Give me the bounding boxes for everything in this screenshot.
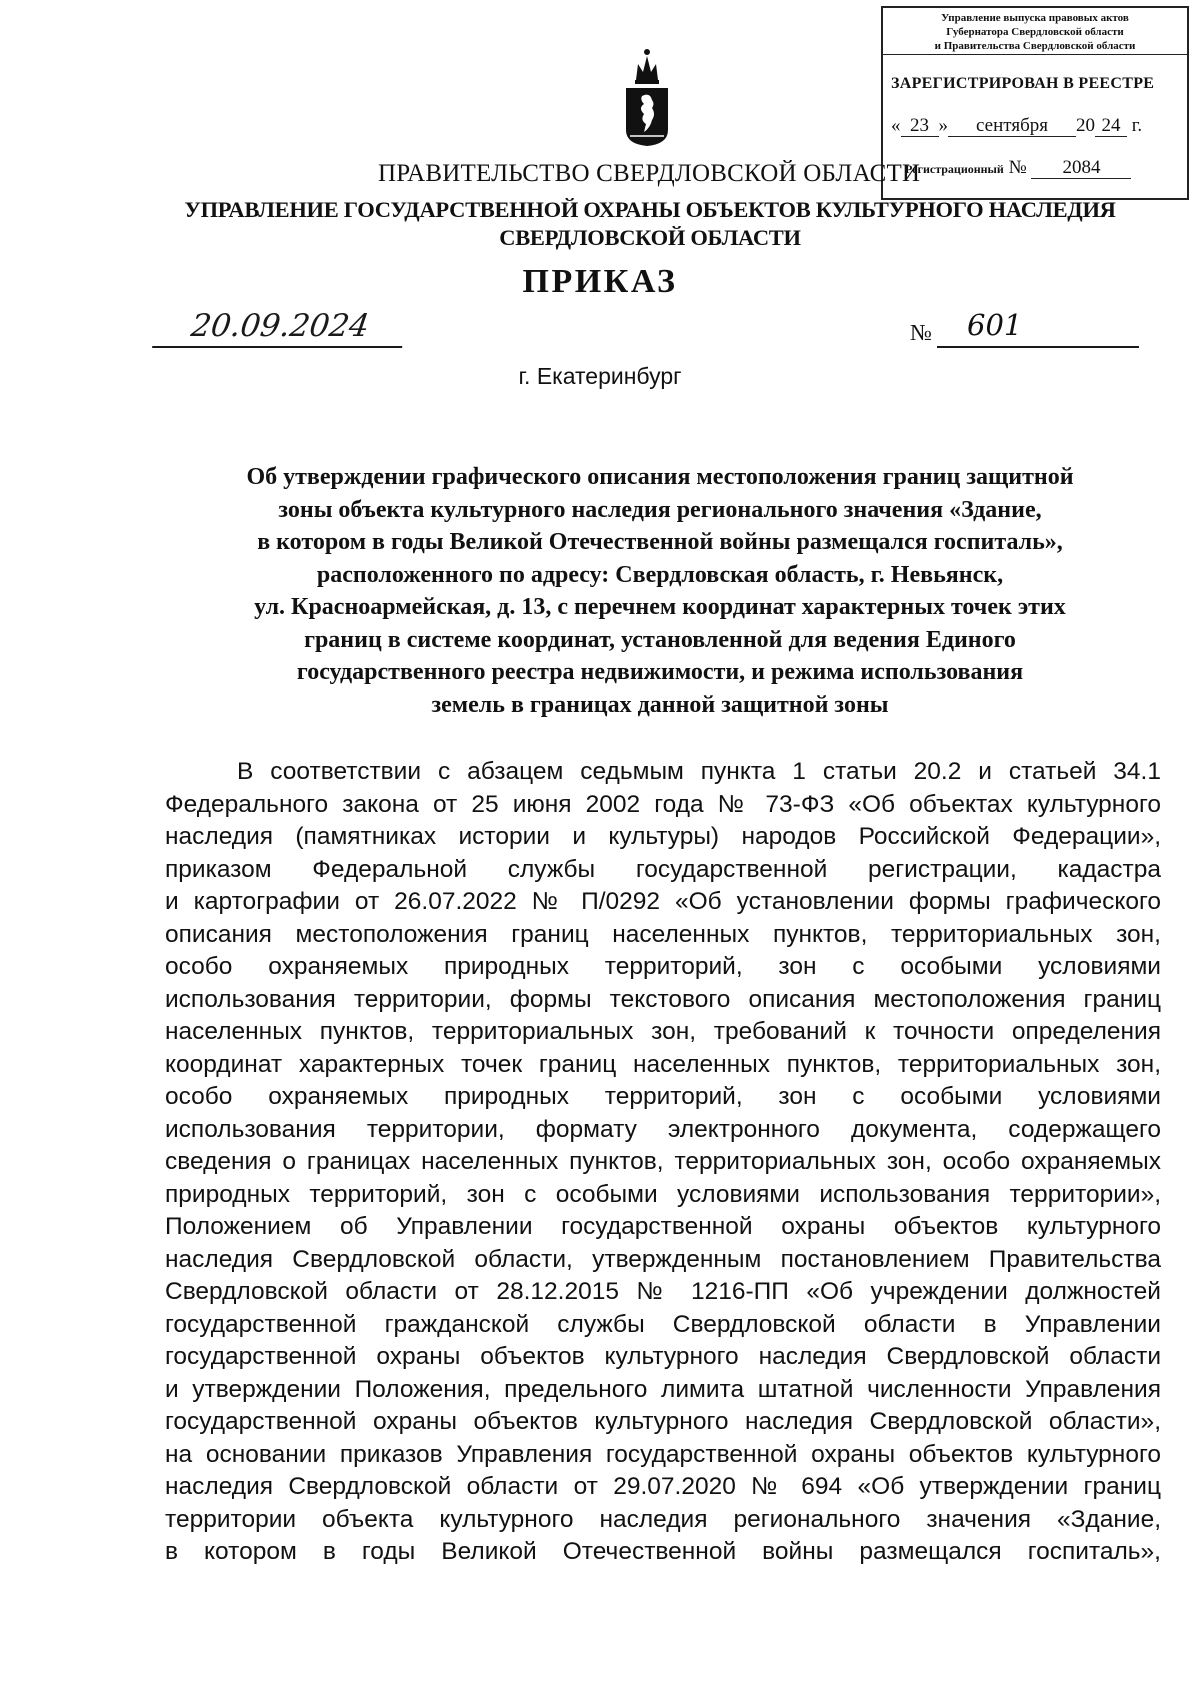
body-line: на основании приказов Управления государственной охраны объектов культурного xyxy=(165,1440,1161,1468)
body-line: государственной гражданской службы Свердловской области в Управлении xyxy=(165,1310,1161,1338)
stamp-header-line: и Правительства Свердловской области xyxy=(934,40,1136,52)
coat-of-arms-icon xyxy=(622,42,672,147)
stamp-no-sign: № xyxy=(1008,157,1027,178)
body-line: наследия Свердловской области, утвержденным постановлением Правительства xyxy=(165,1245,1161,1273)
body-line: использования территории, формы текстового описания местоположения границ xyxy=(165,985,1161,1013)
body-line: наследия (памятниках истории и культуры) народов Российской Федерации», xyxy=(165,823,1161,850)
subject-line: ул. Красноармейская, д. 13, с перечнем координат характерных точек этих xyxy=(254,594,1066,620)
department-line: СВЕРДЛОВСКОЙ ОБЛАСТИ xyxy=(499,225,801,250)
stamp-reg-label: Регистрационный xyxy=(905,162,1004,176)
subject-line: Об утверждении графического описания местоположения границ защитной xyxy=(246,464,1074,490)
document-type: ПРИКАЗ xyxy=(522,263,678,300)
body-line: и картографии от 26.07.2022 № П/0292 «Об установлении формы графического xyxy=(165,888,1161,915)
order-date: 20.09.2024 xyxy=(152,306,408,348)
body-line: природных территорий, зон с особыми условиями использования территории», xyxy=(165,1180,1161,1208)
body-line: особо охраняемых природных территорий, зон с особыми условиями xyxy=(165,1083,1161,1110)
stamp-date-close: » xyxy=(938,115,948,136)
department-line: УПРАВЛЕНИЕ ГОСУДАРСТВЕННОЙ ОХРАНЫ ОБЪЕКТОВ КУЛЬТУРНОГО НАСЛЕДИЯ xyxy=(184,197,1116,222)
subject-line: границ в системе координат, установленной для ведения Единого xyxy=(304,626,1016,653)
body-line: Федерального закона от 25 июня 2002 года № 73-ФЗ «Об объектах культурного xyxy=(165,790,1161,818)
body-line: В соответствии с абзацем седьмым пункта 1 статьи 20.2 и статьей 34.1 xyxy=(237,758,1161,785)
stamp-date xyxy=(883,93,1187,137)
stamp-date-open: « xyxy=(891,115,901,136)
body-line: Положением об Управлении государственной охраны объектов культурного xyxy=(165,1213,1161,1240)
body-line: сведения о границах населенных пунктов, территориальных зон, особо охраняемых xyxy=(165,1148,1161,1175)
stamp-day: 23 xyxy=(901,116,939,137)
body-line: использования территории, формату электронного документа, содержащего xyxy=(165,1115,1161,1143)
body-line: особо охраняемых природных территорий, зон с особыми условиями xyxy=(165,953,1161,980)
stamp-registered-label: ЗАРЕГИСТРИРОВАН В РЕЕСТРЕ xyxy=(891,75,1155,92)
stamp-year-suffix: 24 xyxy=(1095,116,1127,137)
stamp-header-line: Губернатора Свердловской области xyxy=(946,26,1124,38)
subject-line: государственного реестра недвижимости, и режима использования xyxy=(296,659,1024,685)
city: г. Екатеринбург xyxy=(518,363,682,389)
body-line: приказом Федеральной службы государственной регистрации, кадастра xyxy=(165,855,1161,883)
body-line: Свердловской области от 28.12.2015 № 1216-ПП «Об учреждении должностей xyxy=(165,1278,1161,1305)
department-name xyxy=(150,196,1150,252)
body-line: наследия Свердловской области от 29.07.2020 № 694 «Об утверждении границ xyxy=(165,1473,1161,1500)
body-line: в котором в годы Великой Отечественной войны размещался госпиталь», xyxy=(165,1538,1161,1565)
order-subject xyxy=(160,461,1160,721)
stamp-header-line: Управление выпуска правовых актов xyxy=(941,12,1129,24)
body-line: и утверждении Положения, предельного лимита штатной численности Управления xyxy=(165,1375,1161,1403)
body-line: государственной охраны объектов культурного наследия Свердловской области», xyxy=(165,1408,1161,1435)
order-number-label: № xyxy=(910,320,932,345)
subject-line: земель в границах данной защитной зоны xyxy=(431,691,889,718)
stamp-year-mark: г. xyxy=(1131,115,1143,136)
subject-line: зоны объекта культурного наследия регионального значения «Здание, xyxy=(278,496,1042,523)
body-line: координат характерных точек границ населенных пунктов, территориальных зон, xyxy=(165,1050,1161,1078)
body-line: описания местоположения границ населенных пунктов, территориальных зон, xyxy=(165,920,1161,948)
order-number: 601 xyxy=(937,306,1139,348)
stamp-reg-number: 2084 xyxy=(1031,158,1131,179)
body-line: территории объекта культурного наследия регионального значения «Здание, xyxy=(165,1505,1161,1533)
subject-line: в котором в годы Великой Отечественной войны размещался госпиталь», xyxy=(257,529,1063,555)
subject-line: расположенного по адресу: Свердловская область, г. Невьянск, xyxy=(316,561,1004,588)
stamp-year-prefix: 20 xyxy=(1076,115,1095,136)
stamp-month: сентября xyxy=(948,116,1076,137)
body-line: населенных пунктов, территориальных зон, требований к точности определения xyxy=(165,1018,1161,1045)
stamp-header xyxy=(883,8,1187,55)
body-line: государственной охраны объектов культурного наследия Свердловской области xyxy=(165,1343,1161,1370)
order-body xyxy=(165,756,1161,1569)
government-name: ПРАВИТЕЛЬСТВО СВЕРДЛОВСКОЙ ОБЛАСТИ xyxy=(378,160,921,187)
